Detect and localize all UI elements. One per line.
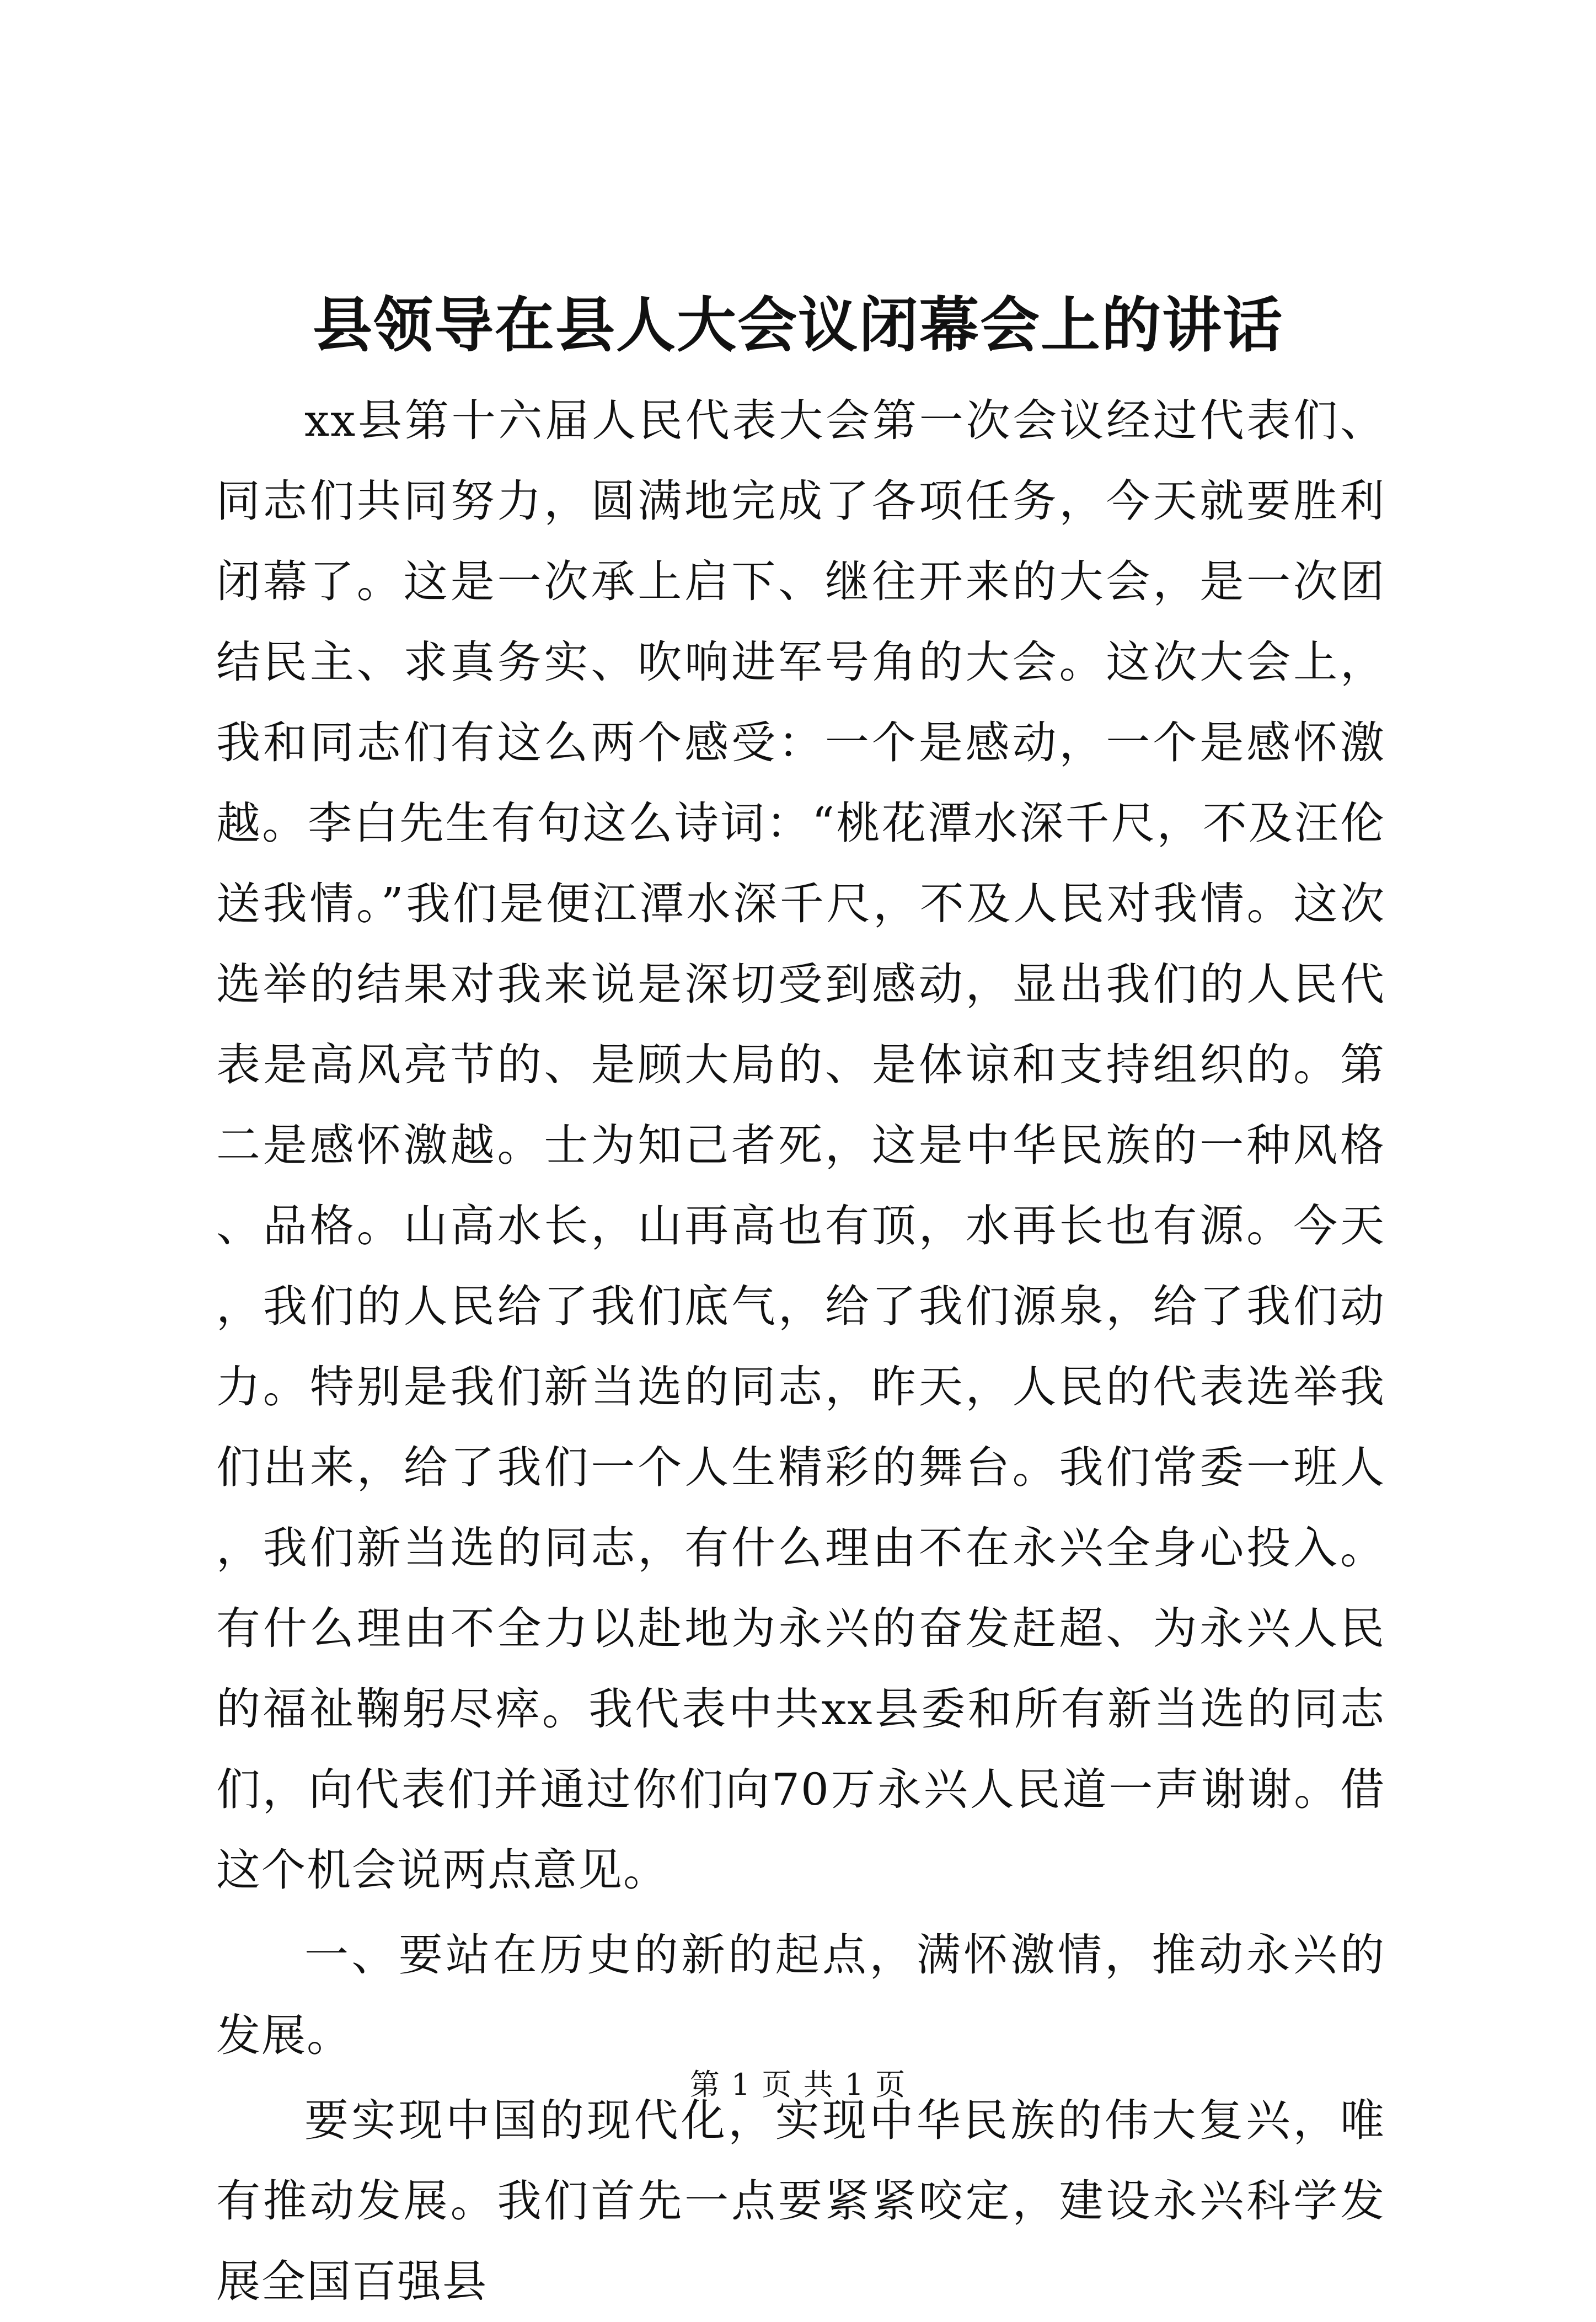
document-body [216,381,1385,2322]
page-number-footer: 第 1 页 共 1 页 [689,2067,907,2102]
paragraph-intro: xx县第十六届人民代表大会第一次会议经过代表们、同志们共同努力，圆满地完成了各项任务，今天就要胜利闭幕了。这是一次承上启下、继往开来的大会，是一次团结民主、求真务实、吹响进军号角的大会。这次大会上，我和同志们有这么两个感受：一个是感动，一个是感怀激越。李白先生有句这么诗词：“桃花潭水深千尺，不及汪伦送我情。”我们是便江潭水深千尺，不及人民对我情。这次选举的结果对我来说是深切受到感动，显出我们的人民代表是高风亮节的、是顾大局的、是体谅和支持组织的。第二是感怀激越。士为知己者死，这是中华民族的一种风格、品格。山高水长，山再高也有顶，水再长也有源。今天，我们的人民给了我们底气，给了我们源泉，给了我们动力。特别是我们新当选的同志，昨天，人民的代表选举我们出来，给了我们一个人生精彩的舞台。我们常委一班人，我们新当选的同志，有什么理由不在永兴全身心投入。有什么理由不全力以赴地为永兴的奋发赶超、为永兴人民的福祉鞠躬尽瘁。我代表中共xx县委和所有新当选的同志们，向代表们并通过你们向70万永兴人民道一声谢谢。借这个机会说两点意见。 [216,395,1385,1896]
document-title: 县领导在县人大会议闭幕会上的讲话 [312,291,1283,360]
paragraph-section-1-body: 要实现中国的现代化，实现中华民族的伟大复兴，唯有推动发展。我们首先一点要紧紧咬定，建设永兴科学发展全国百强县 [216,2095,1385,2307]
paragraph-section-heading-1: 一、要站在历史的新的起点，满怀激情，推动永兴的发展。 [216,1929,1385,2061]
